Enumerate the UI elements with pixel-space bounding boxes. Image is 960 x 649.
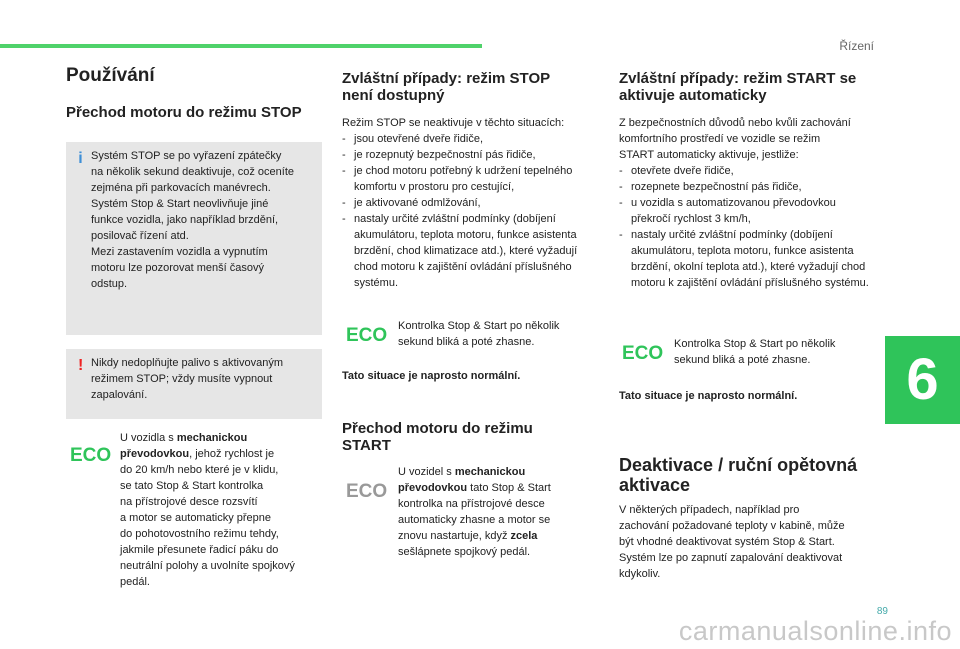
eco-note-stop-blink [346,318,559,350]
heading-line: Přechod motoru do režimu [342,420,533,437]
eco-icon [346,324,392,344]
list-item: - je rozepnutý bezpečnostní pás řidiče, [342,147,604,163]
warning-line: režimem STOP; vždy musíte vypnout [91,373,273,385]
eco-text-line: a motor se automaticky přepne [120,512,272,524]
eco-text [398,318,559,350]
list-item: - rozepnete bezpečnostní pás řidiče, [619,179,879,195]
eco-icon-glyph: ECO [70,445,112,464]
eco-text-bold: zcela [510,530,538,542]
intro-line: START automaticky aktivuje, jestliže: [619,149,799,161]
eco-text-bold: mechanickou [176,432,248,444]
start-conditions-list [619,163,879,291]
eco-text [120,430,316,590]
header-accent-bar [0,44,482,48]
chapter-tab [885,336,960,424]
page-number: 89 [876,606,888,617]
eco-text [398,464,578,560]
normal-note: Tato situace je naprosto normální. [342,370,521,382]
eco-icon [70,444,116,464]
info-line: posilovač řízení atd. [91,230,189,242]
start-intro [619,115,879,163]
body-line: být vhodné deaktivovat systém Stop & Start. [619,536,835,548]
heading-line: START [342,437,391,454]
normal-note: Tato situace je naprosto normální. [619,390,798,402]
info-box [66,142,322,335]
info-line: funkce vozidla, jako například brzdění, [91,214,279,226]
eco-text-line: do 20 km/h nebo které je v klidu, [120,464,279,476]
eco-text-line: automaticky zhasne a motor se [398,514,551,526]
column-1 [66,60,328,121]
list-item: - je aktivované odmlžování, [342,195,604,211]
eco-text-line: Kontrolka Stop & Start po několik [398,320,560,332]
info-line: na několik sekund deaktivuje, což oceníte [91,166,295,178]
intro-line: Z bezpečnostních důvodů nebo kvůli zachování [619,117,851,129]
warning-icon: ! [78,357,84,374]
list-item: - je chod motoru potřebný k udržení tepelného komfortu v prostoru pro cestující, [342,163,604,195]
eco-icon-glyph: ECO [346,325,388,344]
list-item: - u vozidla s automatizovanou převodovkou překročí rychlost 3 km/h, [619,195,863,227]
list-item: - otevřete dveře řidiče, [619,163,879,179]
heading-line: Zvláštní případy: režim STOP [342,70,551,87]
eco-text-line: sekund bliká a poté zhasne. [398,336,535,348]
eco-text-line: sešlápnete spojkový pedál. [398,546,531,558]
eco-text-line: kontrolka na přístrojové desce [398,498,545,510]
warning-box [66,349,322,419]
intro-line: komfortního prostředí ve vozidle se režim [619,133,821,145]
eco-text-part: U vozidel s [398,466,455,478]
eco-text-line: pedál. [120,576,150,588]
chapter-number: 6 [906,347,939,412]
body-line: Systém lze po zapnutí zapalování deaktivovat [619,552,843,564]
info-icon: i [78,150,83,167]
info-line: odstup. [91,278,128,290]
warning-line: zapalování. [91,389,148,401]
heading-line: aktivuje automaticky [619,87,767,104]
eco-icon-glyph: ECO [346,481,388,500]
warning-line: Nikdy nedoplňujte palivo s aktivovaným [91,357,283,369]
stop-intro: Režim STOP se neaktivuje v těchto situacích: [342,117,565,129]
heading-line: Deaktivace / ruční opětovná [619,455,858,475]
eco-text-bold: převodovkou [120,448,190,460]
heading-start [342,420,533,454]
heading-start-auto [619,70,879,104]
list-item: - jsou otevřené dveře řidiče, [342,131,604,147]
section-title: Řízení [839,39,874,53]
page-title: Používání [66,65,155,86]
eco-text-part: znovu nastartuje, když [398,530,511,542]
info-line: Mezi zastavením vozidla a vypnutím [91,246,268,258]
eco-text-part: tato Stop & Start [467,482,551,494]
info-line: Systém STOP se po vyřazení zpátečky [91,150,282,162]
eco-text [674,336,835,368]
heading-deactivation [619,455,857,495]
eco-text-line: jakmile přesunete řadicí páku do [120,544,279,556]
body-line: V některých případech, například pro [619,504,800,516]
eco-note-start [346,464,578,560]
eco-text-line: na přístrojové desce rozsvítí [120,496,258,508]
info-line: motoru lze pozorovat menší časový [91,262,265,274]
eco-icon-glyph: ECO [622,343,664,362]
eco-icon [622,342,668,362]
watermark: carmanualsonline.info [678,616,952,646]
section-heading-stop: Přechod motoru do režimu STOP [66,104,302,121]
heading-line: aktivace [619,475,691,495]
heading-line: Zvláštní případy: režim START se [619,70,857,87]
eco-text-line: do pohotovostního režimu tehdy, [120,528,279,540]
eco-text-line: neutrální polohy a uvolníte spojkový [120,560,295,572]
list-item: - nastaly určité zvláštní podmínky (dobíjení akumulátoru, teplota motoru, funkce asistenta brzdění, chod klimatizace atd.), které vyžadují chod motoru k zajištění ovládání příslušného systému. [342,211,586,291]
eco-text-part: , jehož rychlost je [189,448,275,460]
eco-text-line: sekund bliká a poté zhasne. [674,354,811,366]
body-line: kdykoliv. [619,568,661,580]
eco-note-stop [66,430,316,590]
eco-note-start-blink [622,336,835,368]
eco-text-line: se tato Stop & Start kontrolka [120,480,264,492]
eco-text-bold: mechanickou [454,466,526,478]
heading-stop-unavailable [342,70,604,104]
eco-text-part: U vozidla s [120,432,177,444]
deactivation-body [619,502,881,582]
column-3 [619,70,879,291]
eco-icon [346,480,392,500]
heading-line: není dostupný [342,87,445,104]
column-2 [342,70,604,291]
list-item: - nastaly určité zvláštní podmínky (dobíjení akumulátoru, teplota motoru, funkce asistenta brzdění, okolní teplota atd.), které vyžadují chod motoru k zajištění ovládání příslušného systému. [619,227,876,291]
eco-text-bold: převodovkou [398,482,468,494]
info-line: Systém Stop & Start neovlivňuje jiné [91,198,269,210]
info-line: zejména při parkovacích manévrech. [91,182,271,194]
body-line: zachování požadované teploty v kabině, může [619,520,845,532]
eco-text-line: Kontrolka Stop & Start po několik [674,338,836,350]
stop-conditions-list [342,131,604,291]
